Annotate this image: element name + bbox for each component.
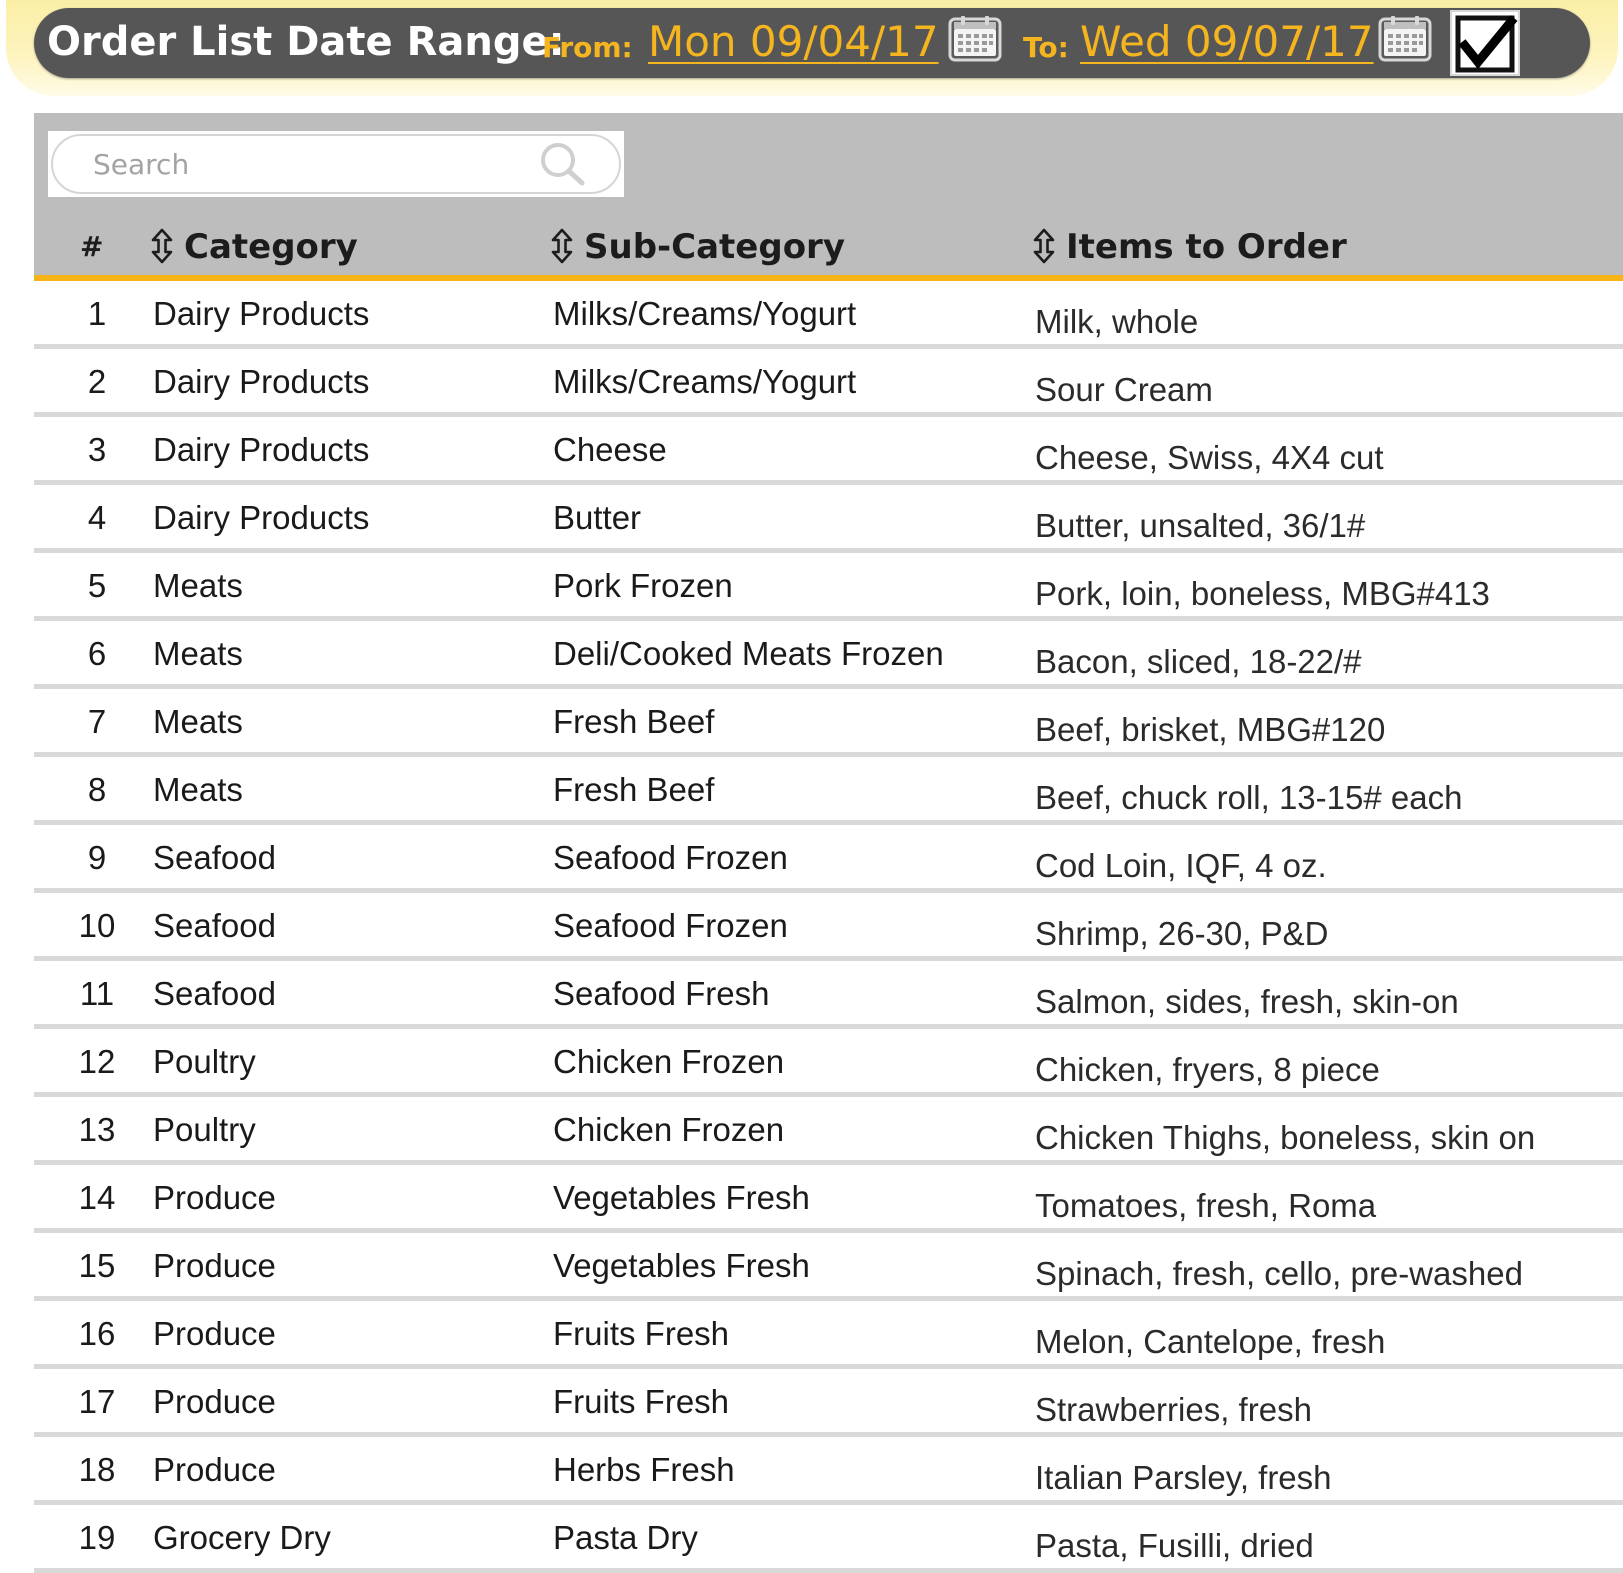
table-row[interactable] bbox=[34, 1165, 1623, 1233]
table-row[interactable] bbox=[34, 417, 1623, 485]
row-item: Melon, Cantelope, fresh bbox=[1035, 1323, 1386, 1360]
table-row[interactable] bbox=[34, 621, 1623, 689]
row-number: 3 bbox=[87, 431, 107, 468]
column-header-label: Category bbox=[184, 227, 358, 267]
row-item: Milk, whole bbox=[1035, 303, 1199, 340]
row-number: 6 bbox=[87, 635, 107, 672]
row-sub-category: Butter bbox=[553, 499, 642, 536]
table-row[interactable] bbox=[34, 961, 1623, 1029]
column-header-label: Items to Order bbox=[1066, 227, 1347, 267]
table-row[interactable] bbox=[34, 825, 1623, 893]
row-sub-category: Seafood Frozen bbox=[553, 907, 788, 944]
row-category: Produce bbox=[153, 1247, 276, 1284]
row-category: Produce bbox=[153, 1383, 276, 1420]
row-item: Cod Loin, IQF, 4 oz. bbox=[1035, 847, 1327, 884]
row-sub-category: Vegetables Fresh bbox=[553, 1179, 810, 1216]
table-row[interactable] bbox=[34, 757, 1623, 825]
row-sub-category: Chicken Frozen bbox=[553, 1111, 785, 1148]
row-number: 15 bbox=[78, 1247, 116, 1284]
row-number: 1 bbox=[87, 295, 107, 332]
row-number: 14 bbox=[78, 1179, 116, 1216]
row-category: Dairy Products bbox=[153, 363, 370, 400]
row-sub-category: Herbs Fresh bbox=[553, 1451, 735, 1488]
from-date-link[interactable]: Mon 09/04/17 bbox=[648, 17, 939, 66]
row-sub-category: Fresh Beef bbox=[553, 771, 715, 808]
table-row[interactable] bbox=[34, 1369, 1623, 1437]
row-item: Tomatoes, fresh, Roma bbox=[1035, 1187, 1377, 1224]
row-number: 5 bbox=[87, 567, 107, 604]
row-category: Produce bbox=[153, 1451, 276, 1488]
row-sub-category: Deli/Cooked Meats Frozen bbox=[553, 635, 944, 672]
row-number: 16 bbox=[78, 1315, 116, 1352]
row-number: 2 bbox=[87, 363, 107, 400]
row-category: Dairy Products bbox=[153, 431, 370, 468]
column-header-number: # bbox=[80, 230, 104, 263]
row-category: Produce bbox=[153, 1179, 276, 1216]
row-sub-category: Vegetables Fresh bbox=[553, 1247, 810, 1284]
row-category: Meats bbox=[153, 567, 243, 604]
column-header-label: Sub-Category bbox=[584, 227, 845, 267]
row-item: Strawberries, fresh bbox=[1035, 1391, 1312, 1428]
row-item: Chicken Thighs, boneless, skin on bbox=[1035, 1119, 1536, 1156]
table-row[interactable] bbox=[34, 1437, 1623, 1505]
row-sub-category: Milks/Creams/Yogurt bbox=[553, 295, 857, 332]
row-item: Spinach, fresh, cello, pre-washed bbox=[1035, 1255, 1523, 1292]
row-item: Cheese, Swiss, 4X4 cut bbox=[1035, 439, 1384, 476]
table-row[interactable] bbox=[34, 1233, 1623, 1301]
row-sub-category: Fresh Beef bbox=[553, 703, 715, 740]
row-sub-category: Pork Frozen bbox=[553, 567, 733, 604]
to-date-link[interactable]: Wed 09/07/17 bbox=[1080, 17, 1374, 66]
row-sub-category: Seafood Fresh bbox=[553, 975, 770, 1012]
table-row[interactable] bbox=[34, 893, 1623, 961]
table-row[interactable] bbox=[34, 689, 1623, 757]
row-category: Dairy Products bbox=[153, 295, 370, 332]
row-sub-category: Cheese bbox=[553, 431, 667, 468]
table-row[interactable] bbox=[34, 349, 1623, 417]
row-number: 12 bbox=[78, 1043, 116, 1080]
table-row[interactable] bbox=[34, 1505, 1623, 1573]
row-category: Poultry bbox=[153, 1111, 256, 1148]
row-item: Salmon, sides, fresh, skin-on bbox=[1035, 983, 1459, 1020]
table-row[interactable] bbox=[34, 553, 1623, 621]
row-category: Seafood bbox=[153, 839, 276, 876]
row-sub-category: Pasta Dry bbox=[553, 1519, 698, 1556]
row-category: Meats bbox=[153, 703, 243, 740]
row-number: 13 bbox=[78, 1111, 116, 1148]
row-item: Pasta, Fusilli, dried bbox=[1035, 1527, 1314, 1564]
row-number: 9 bbox=[87, 839, 107, 876]
row-category: Dairy Products bbox=[153, 499, 370, 536]
row-number: 4 bbox=[87, 499, 107, 536]
table-row[interactable] bbox=[34, 281, 1623, 349]
row-category: Meats bbox=[153, 771, 243, 808]
row-number: 18 bbox=[78, 1451, 116, 1488]
row-number: 8 bbox=[87, 771, 107, 808]
row-category: Produce bbox=[153, 1315, 276, 1352]
row-item: Beef, brisket, MBG#120 bbox=[1035, 711, 1386, 748]
row-sub-category: Fruits Fresh bbox=[553, 1383, 730, 1420]
row-category: Meats bbox=[153, 635, 243, 672]
row-category: Poultry bbox=[153, 1043, 256, 1080]
table-row[interactable] bbox=[34, 1029, 1623, 1097]
page-title: Order List Date Range: bbox=[47, 19, 565, 65]
row-category: Seafood bbox=[153, 975, 276, 1012]
row-sub-category: Fruits Fresh bbox=[553, 1315, 730, 1352]
row-number: 17 bbox=[78, 1383, 116, 1420]
row-item: Italian Parsley, fresh bbox=[1035, 1459, 1332, 1496]
from-label: From: bbox=[542, 31, 633, 64]
row-number: 7 bbox=[87, 703, 107, 740]
row-item: Chicken, fryers, 8 piece bbox=[1035, 1051, 1380, 1088]
row-sub-category: Seafood Frozen bbox=[553, 839, 788, 876]
row-category: Grocery Dry bbox=[153, 1519, 331, 1556]
row-item: Shrimp, 26-30, P&D bbox=[1035, 915, 1329, 952]
row-number: 10 bbox=[78, 907, 116, 944]
row-item: Sour Cream bbox=[1035, 371, 1213, 408]
table-row[interactable] bbox=[34, 1301, 1623, 1369]
row-sub-category: Chicken Frozen bbox=[553, 1043, 785, 1080]
row-item: Butter, unsalted, 36/1# bbox=[1035, 507, 1366, 544]
row-number: 19 bbox=[78, 1519, 116, 1556]
row-item: Bacon, sliced, 18-22/# bbox=[1035, 643, 1362, 680]
table-row[interactable] bbox=[34, 1097, 1623, 1165]
row-item: Beef, chuck roll, 13-15# each bbox=[1035, 779, 1463, 816]
row-category: Seafood bbox=[153, 907, 276, 944]
row-item: Pork, loin, boneless, MBG#413 bbox=[1035, 575, 1490, 612]
to-label: To: bbox=[1023, 31, 1069, 64]
row-number: 11 bbox=[79, 975, 115, 1012]
table-row[interactable] bbox=[34, 485, 1623, 553]
row-sub-category: Milks/Creams/Yogurt bbox=[553, 363, 857, 400]
